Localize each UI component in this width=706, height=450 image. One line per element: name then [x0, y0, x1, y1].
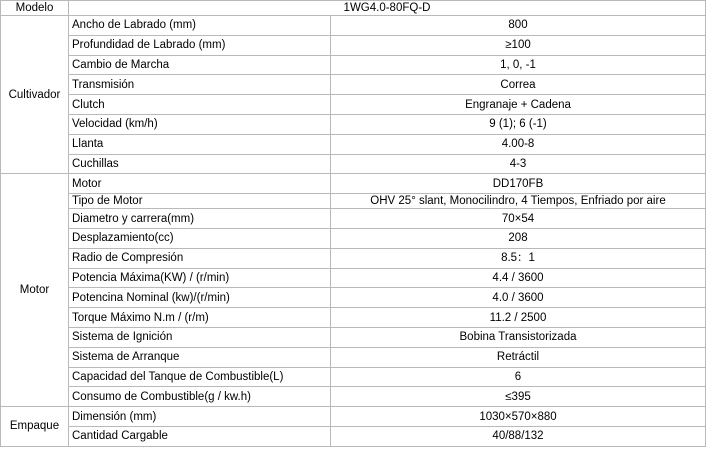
- spec-row: [1, 134, 706, 154]
- spec-label: Consumo de Combustible(g / kw.h): [69, 387, 331, 407]
- spec-value: 208: [331, 228, 706, 248]
- spec-value: 4.4 / 3600: [331, 268, 706, 288]
- spec-label: Radio de Compresión: [69, 248, 331, 268]
- model-value: 1WG4.0-80FQ-D: [69, 1, 706, 16]
- spec-value: Correa: [331, 75, 706, 95]
- spec-value: 800: [331, 16, 706, 36]
- spec-value: 9 (1); 6 (-1): [331, 114, 706, 134]
- spec-value: 6: [331, 367, 706, 387]
- spec-row: [1, 16, 706, 36]
- spec-row: [1, 426, 706, 446]
- spec-row: [1, 288, 706, 308]
- spec-label: Potencia Máxima(KW) / (r/min): [69, 268, 331, 288]
- spec-table-body: [1, 1, 706, 447]
- spec-label: Tipo de Motor: [69, 194, 331, 209]
- spec-row: [1, 55, 706, 75]
- spec-row: [1, 154, 706, 174]
- spec-row: [1, 367, 706, 387]
- spec-value: 70×54: [331, 209, 706, 229]
- spec-row: [1, 407, 706, 427]
- spec-label: Dimensión (mm): [69, 407, 331, 427]
- spec-row: [1, 347, 706, 367]
- spec-row: [1, 209, 706, 229]
- spec-label: Llanta: [69, 134, 331, 154]
- spec-label: Transmisión: [69, 75, 331, 95]
- spec-value: ≤395: [331, 387, 706, 407]
- spec-row: [1, 327, 706, 347]
- spec-row: [1, 387, 706, 407]
- spec-value: Bobina Transistorizada: [331, 327, 706, 347]
- spec-value: 40/88/132: [331, 426, 706, 446]
- spec-label: Cambio de Marcha: [69, 55, 331, 75]
- spec-row: [1, 268, 706, 288]
- spec-label: Diametro y carrera(mm): [69, 209, 331, 229]
- spec-label: Velocidad (km/h): [69, 114, 331, 134]
- spec-label: Motor: [69, 174, 331, 194]
- spec-label: Capacidad del Tanque de Combustible(L): [69, 367, 331, 387]
- spec-row: [1, 114, 706, 134]
- group-label-motor: Motor: [1, 174, 69, 407]
- spec-value: OHV 25° slant, Monocilindro, 4 Tiempos, Enfriado por aire: [331, 194, 706, 209]
- group-label-empaque: Empaque: [1, 407, 69, 447]
- spec-row: [1, 35, 706, 55]
- spec-label: Potencina Nominal (kw)/(r/min): [69, 288, 331, 308]
- spec-label: Profundidad de Labrado (mm): [69, 35, 331, 55]
- spec-value: 1030×570×880: [331, 407, 706, 427]
- spec-value: 1, 0, -1: [331, 55, 706, 75]
- spec-value: 8.5：1: [331, 248, 706, 268]
- spec-row: [1, 194, 706, 209]
- spec-value: DD170FB: [331, 174, 706, 194]
- spec-row: [1, 174, 706, 194]
- spec-label: Clutch: [69, 95, 331, 115]
- model-row: [1, 1, 706, 16]
- spec-value: 4.0 / 3600: [331, 288, 706, 308]
- spec-label: Cantidad Cargable: [69, 426, 331, 446]
- spec-label: Desplazamiento(cc): [69, 228, 331, 248]
- spec-label: Torque Máximo N.m / (r/m): [69, 308, 331, 328]
- spec-label: Cuchillas: [69, 154, 331, 174]
- spec-value: Retráctil: [331, 347, 706, 367]
- group-label-cultivador: Cultivador: [1, 16, 69, 174]
- spec-row: [1, 228, 706, 248]
- spec-row: [1, 95, 706, 115]
- spec-value: 4-3: [331, 154, 706, 174]
- spec-label: Sistema de Ignición: [69, 327, 331, 347]
- spec-label: Ancho de Labrado (mm): [69, 16, 331, 36]
- spec-value: ≥100: [331, 35, 706, 55]
- spec-label: Sistema de Arranque: [69, 347, 331, 367]
- model-label: Modelo: [1, 1, 69, 16]
- spec-row: [1, 75, 706, 95]
- spec-row: [1, 308, 706, 328]
- spec-value: Engranaje + Cadena: [331, 95, 706, 115]
- spec-row: [1, 248, 706, 268]
- spec-value: 11.2 / 2500: [331, 308, 706, 328]
- spec-value: 4.00-8: [331, 134, 706, 154]
